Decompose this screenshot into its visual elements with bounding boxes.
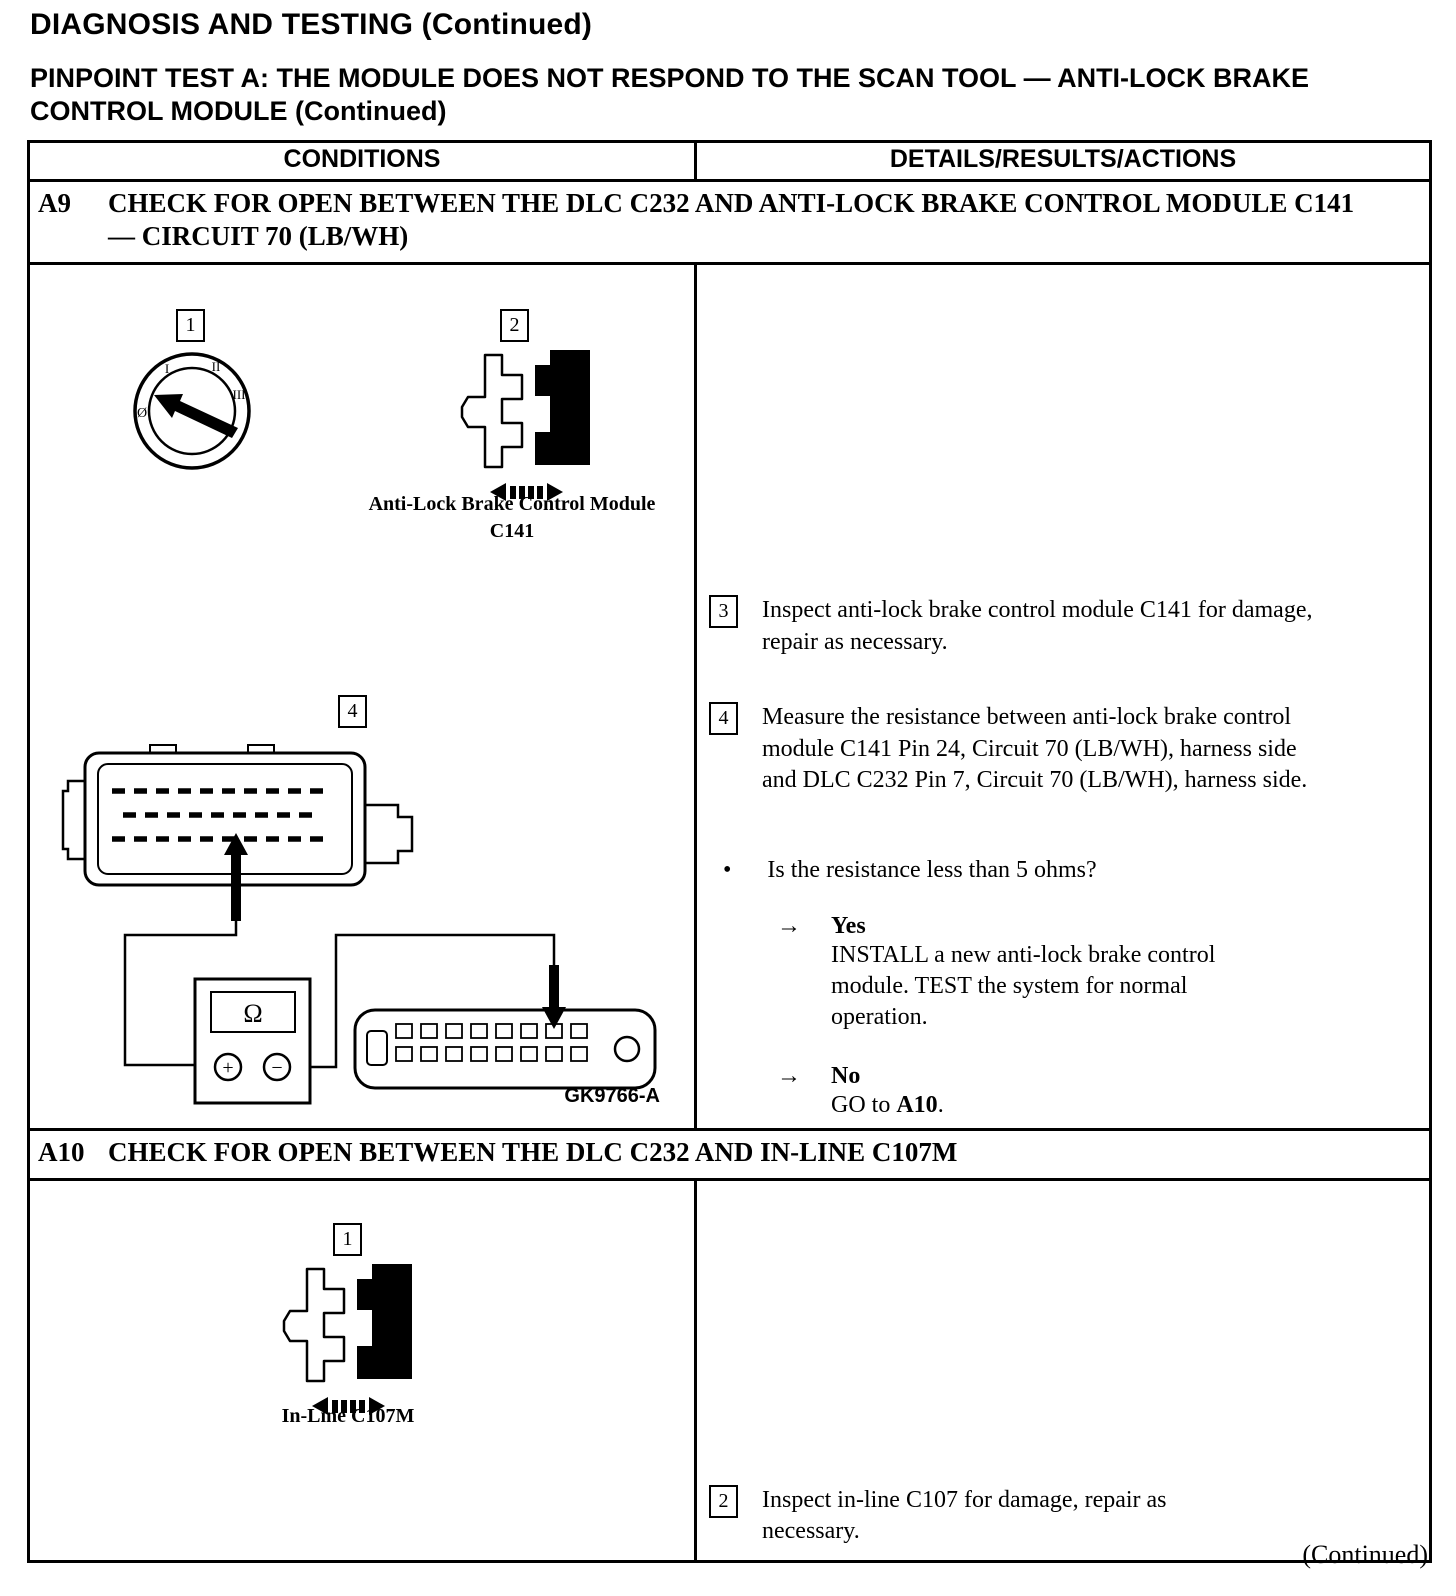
yes-label: Yes: [831, 912, 866, 939]
a10-step-title: CHECK FOR OPEN BETWEEN THE DLC C232 AND IN-LINE C107M: [108, 1136, 958, 1167]
continued-note: (Continued): [1302, 1540, 1428, 1569]
figure-number-box: [176, 309, 205, 342]
no-action-suffix: .: [937, 1091, 944, 1118]
step-text: Inspect in-line C107 for damage, repair as necessary.: [762, 1486, 1167, 1545]
step-number-box: [709, 595, 738, 628]
pinpoint-test-table: [27, 140, 1432, 1563]
figure-number-box: [500, 309, 529, 342]
a9-section-header: [30, 179, 1429, 262]
no-branch-body: [831, 1063, 1281, 1121]
no-action-target: A10: [896, 1091, 938, 1118]
details-column-header: DETAILS/RESULTS/ACTIONS: [889, 145, 1237, 173]
table-header-row: [30, 143, 1429, 179]
question-line: [723, 857, 1097, 884]
yes-branch: [777, 913, 1281, 1034]
a9-body-row: [30, 262, 1429, 1128]
no-action-prefix: GO to: [831, 1091, 897, 1118]
figure-number: 4: [347, 699, 358, 722]
a10-fig1-caption: In-Line C107M: [281, 1404, 415, 1427]
figure-number-box: [338, 695, 367, 728]
dlc-connector-diagram: [355, 1010, 655, 1088]
fig2-caption: [347, 491, 677, 545]
a9-step-title: CHECK FOR OPEN BETWEEN THE DLC C232 AND ANTI-LOCK BRAKE CONTROL MODULE C141 — CIRCUIT 70 (LB/WH): [108, 188, 1355, 251]
a10-actions-cell: [697, 1181, 1429, 1560]
no-action-text: [831, 1090, 1281, 1121]
inline-connector-icon: [462, 350, 590, 501]
a9-step-id: A9: [38, 188, 71, 218]
ignition-position-label: II: [211, 358, 221, 374]
yes-branch-body: [831, 913, 1281, 1034]
ignition-switch-icon: [135, 354, 249, 468]
ignition-key-arrow-icon: [154, 394, 238, 438]
ohmmeter-icon: [195, 979, 310, 1103]
no-branch: [777, 1063, 1281, 1121]
page-title: DIAGNOSIS AND TESTING (Continued): [30, 8, 593, 41]
conditions-column-header: CONDITIONS: [30, 143, 697, 179]
inline-connector-icon: [284, 1264, 412, 1415]
ignition-position-label: III: [232, 386, 246, 402]
a9-actions-cell: [697, 265, 1429, 1128]
figure-number: 1: [185, 313, 196, 336]
a10-section-header: [30, 1128, 1429, 1178]
step-4: [709, 702, 1322, 797]
a10-step-id: A10: [38, 1136, 85, 1167]
bullet-icon: •: [723, 856, 732, 883]
arrow-right-icon: →: [777, 912, 801, 939]
step-2: [709, 1485, 1242, 1548]
pinpoint-test-heading: PINPOINT TEST A: THE MODULE DOES NOT RESPOND TO THE SCAN TOOL — ANTI-LOCK BRAKE CONTROL MODULE (Continued): [30, 63, 1310, 126]
plus-terminal-label: +: [222, 1056, 234, 1079]
a10-body-row: [30, 1178, 1429, 1560]
ignition-position-label: I: [164, 360, 170, 376]
fig2-caption-line2: C141: [489, 519, 535, 542]
step-number: 4: [718, 706, 729, 729]
fig2-caption-line1: Anti-Lock Brake Control Module: [368, 492, 656, 515]
step-number-box: [709, 1485, 738, 1518]
figure-code: GK9766-A: [564, 1084, 660, 1107]
figure-number-box: [333, 1223, 362, 1256]
figure-number: 2: [509, 313, 520, 336]
ohm-symbol: Ω: [243, 998, 263, 1028]
step-3: [709, 595, 1322, 658]
arrow-right-icon: →: [777, 1062, 801, 1089]
a9-conditions-cell: [30, 265, 697, 1128]
no-label: No: [831, 1062, 861, 1089]
minus-terminal-label: −: [271, 1056, 283, 1079]
step-number: 3: [718, 599, 729, 622]
figure-number: 1: [342, 1227, 353, 1250]
step-text: Inspect anti-lock brake control module C141 for damage, repair as necessary.: [762, 596, 1313, 655]
step-text: Measure the resistance between anti-lock brake control module C141 Pin 24, Circuit 70 (LB/WH), harness side and DLC C232 Pin 7, Circuit 70 (LB/WH), harness side.: [762, 703, 1308, 794]
step-number-box: [709, 702, 738, 735]
step-number: 2: [718, 1489, 729, 1512]
question-text: Is the resistance less than 5 ohms?: [767, 856, 1097, 883]
a10-conditions-diagram: [30, 1181, 694, 1563]
a10-conditions-cell: [30, 1181, 697, 1560]
yes-action-text: INSTALL a new anti-lock brake control module. TEST the system for normal operation.: [831, 941, 1216, 1031]
ignition-position-label: Ø: [136, 405, 148, 421]
